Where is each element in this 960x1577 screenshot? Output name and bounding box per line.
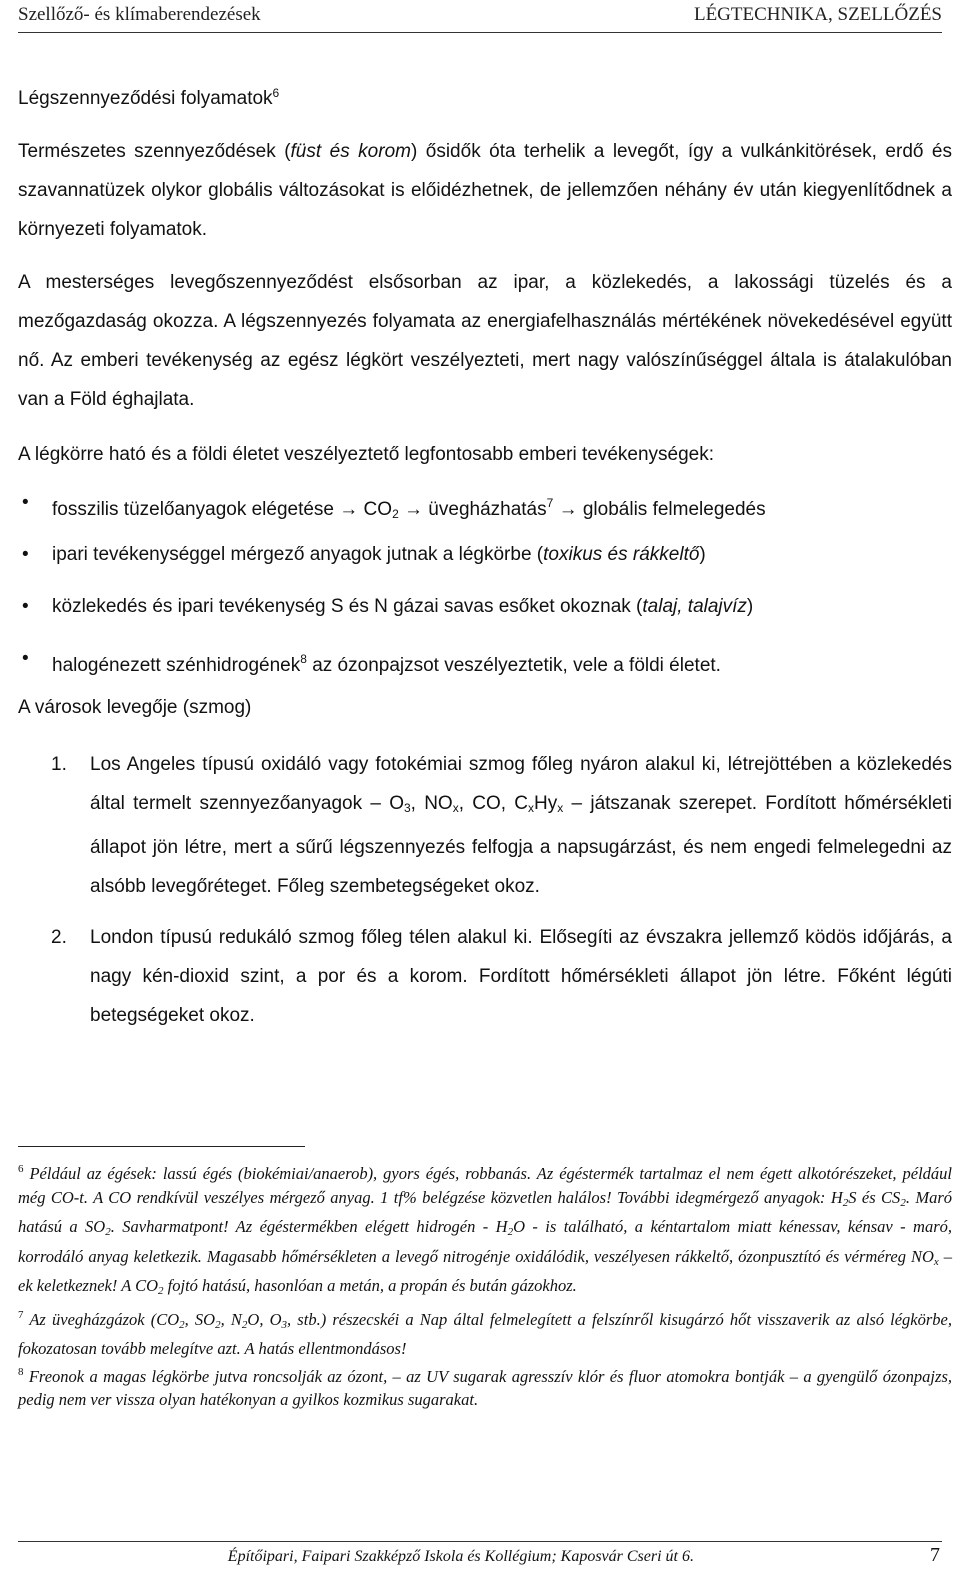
footnote-6	[18, 1158, 952, 1304]
footnote-7	[18, 1304, 952, 1361]
subscript: 2	[507, 1226, 514, 1238]
list-item	[18, 532, 952, 584]
section-title	[18, 86, 279, 110]
footnote-ref-8[interactable]: 8	[300, 652, 307, 666]
footnote-ref-6[interactable]: 6	[272, 86, 280, 100]
item-text: , NO	[410, 793, 453, 814]
numbered-item-london	[18, 918, 952, 1035]
list-item-text: közlekedés és ipari tevékenység S és N gázai savas esőket okoznak (	[52, 596, 643, 617]
item-text: Hy	[534, 793, 558, 814]
item-text: London típusú redukáló szmog főleg télen alakul ki. Elősegíti az évszakra jellemző ködös időjárás, a nagy kén-dioxid szint, a por és a korom. Fordított hőmérsékleti állapot jön létre. Főként légúti betegségeket okoz.	[90, 927, 952, 1026]
footnote-mark: 7	[18, 1308, 24, 1321]
subscript: 2	[179, 1318, 185, 1331]
footnote-mark: 8	[18, 1365, 24, 1378]
emphasis-text: füst és korom	[290, 141, 411, 162]
activities-list	[18, 480, 952, 688]
footnote-text: S és CS	[848, 1187, 901, 1207]
paragraph-text: Természetes szennyeződések (	[18, 141, 291, 162]
page-header	[18, 4, 942, 33]
subscript: x	[933, 1255, 939, 1268]
list-item-text: → globális felmelegedés	[553, 499, 766, 520]
footnote-divider	[18, 1146, 305, 1147]
footnote-text: Például az égések: lassú égés (biokémiai/anaerob), gyors égés, robbanás. Az égéstermék tartalmaz el nem égett alkotórészeket, például még CO-t. A CO rendkívül veszélyes mérgező anyag. 1 tf% belégzése közvetlen halálos! További idegmérgező anyagok: H	[18, 1164, 952, 1207]
bullet-icon: •	[22, 492, 29, 513]
subscript: 2	[900, 1196, 906, 1209]
bullet-icon: •	[22, 596, 29, 617]
footnotes	[18, 1158, 952, 1412]
section-title-text: Légszennyeződési folyamatok	[18, 88, 273, 109]
footnote-text: . Savharmatpont! Az égéstermékben elégett hidrogén - H	[110, 1217, 508, 1236]
paragraph-artificial-pollution: A mesterséges levegőszennyeződést elsősorban az ipar, a közlekedés, a lakossági tüzelés és a mezőgazdaság okozza. A légszennyezés folyamata az energiafelhasználás mértékének növekedésével együtt nő. Az emberi tevékenység az egész légkört veszélyezteti, mert nagy valószínűséggel általa is átalakulóban van a Föld éghajlata.	[18, 272, 952, 410]
subscript: 3	[281, 1318, 288, 1331]
item-text: – játszanak szerepet. Fordított hőmérsékleti állapot jön létre, mert a sűrű légszennyezés felfogja a napsugárzást, és nem engedi felmelegedni az alsóbb levegőréteget. Főleg szembetegségeket okoz.	[90, 793, 953, 897]
paragraph-activities-intro: A légkörre ható és a földi életet veszélyeztető legfontosabb emberi tevékenységek:	[18, 444, 715, 465]
list-item	[18, 480, 952, 532]
paragraph-text: ) ősidők óta terhelik a levegőt, így a vulkánkitörések, erdő és szavannatüzek olykor globális változásokat is előidézhetnek, de jellemzően néhány év után kiegyenlítődnek a környezeti folyamatok.	[18, 141, 952, 240]
list-item-text: )	[699, 544, 706, 565]
item-text: , CO, C	[458, 793, 529, 814]
footnote-text: Freonok a magas légkörbe jutva roncsolják az ózont, – az UV sugarak agresszív klór és fluor atomokra bontják – a gyengülő ózonpajzs, pedig nem ver vissza olyan hatékonyan a gyilkos kozmikus sugarakat.	[18, 1366, 952, 1409]
subscript: 2	[842, 1196, 849, 1209]
footnote-text: O, O	[247, 1309, 282, 1329]
bullet-icon: •	[22, 544, 29, 565]
list-item	[18, 636, 952, 688]
footnote-mark: 6	[18, 1163, 24, 1175]
page-number: 7	[930, 1544, 940, 1566]
footnote-text: , SO	[184, 1309, 216, 1329]
subscript: 2	[215, 1318, 221, 1331]
list-item-text: )	[746, 596, 754, 617]
item-text: Los Angeles típusú oxidáló vagy fotokémiai szmog főleg nyáron alakul ki, létrejöttében a közlekedés által termelt szennyezőanyagok – O	[90, 754, 952, 814]
list-item-text: fosszilis tüzelőanyagok elégetése → CO	[52, 499, 393, 520]
emphasis-text: toxikus és rákkeltő	[543, 544, 700, 565]
footnote-text: , N	[220, 1309, 242, 1329]
list-item-text: ipari tevékenységgel mérgező anyagok jutnak a légkörbe (	[52, 544, 544, 565]
footnote-text: , stb.) részecskéi a Nap által felmelegített a felszínről kisugárzó hőt visszaverik az alsó légkörbe, fokozatosan tovább melegítve azt. A hatás ellentmondásos!	[18, 1309, 952, 1358]
footer-school-name: Építőipari, Faipari Szakképző Iskola és Kollégium; Kaposvár Cseri út 6.	[227, 1548, 694, 1565]
footnote-text: Az üvegházgázok (CO	[23, 1309, 180, 1329]
subscript: x	[528, 801, 535, 815]
paragraph-natural-pollution	[18, 132, 952, 249]
bullet-icon: •	[22, 648, 29, 669]
footnote-text: . Maró hatású a SO	[18, 1187, 953, 1236]
emphasis-text: talaj, talajvíz	[642, 596, 747, 617]
subscript: x	[452, 801, 459, 815]
header-course-title: Szellőző- és klímaberendezések	[18, 4, 261, 25]
subscript: 3	[403, 801, 411, 815]
list-item-text: az ózonpajzsot veszélyeztetik, vele a földi életet.	[306, 655, 721, 676]
numbered-item-los-angeles	[18, 745, 952, 906]
subscript: 2	[241, 1318, 248, 1331]
smog-section-title: A városok levegője (szmog)	[18, 697, 252, 718]
subscript: 2	[392, 507, 399, 521]
smog-types-list	[18, 745, 952, 1035]
subscript: x	[557, 801, 564, 815]
list-item	[18, 584, 952, 636]
footnote-text: fojtó hatású, hasonlóan a metán, a propán és bután gázokhoz.	[163, 1276, 577, 1295]
item-number: 2.	[51, 927, 67, 948]
list-item-text: → üvegházhatás	[398, 499, 547, 520]
page-footer	[18, 1541, 942, 1574]
list-item-text: halogénezett szénhidrogének	[52, 655, 301, 676]
header-chapter-title: LÉGTECHNIKA, SZELLŐZÉS	[693, 4, 942, 25]
item-number: 1.	[51, 754, 67, 775]
footnote-8	[18, 1361, 952, 1412]
footnote-text: O - is található, a kéntartalom miatt kénessav, kénsav - maró, korrodáló anyag keletkezik. Magasabb hőmérsékleten a levegő nitrogénje oxidálódik, veszélyesen rákkeltő, ózonpusztító és vérméreg NO	[18, 1217, 953, 1266]
subscript: 2	[105, 1226, 111, 1238]
footnote-text: – ek keletkeznek! A CO	[18, 1246, 953, 1295]
footnote-ref-7[interactable]: 7	[546, 496, 554, 510]
subscript: 2	[158, 1285, 164, 1297]
